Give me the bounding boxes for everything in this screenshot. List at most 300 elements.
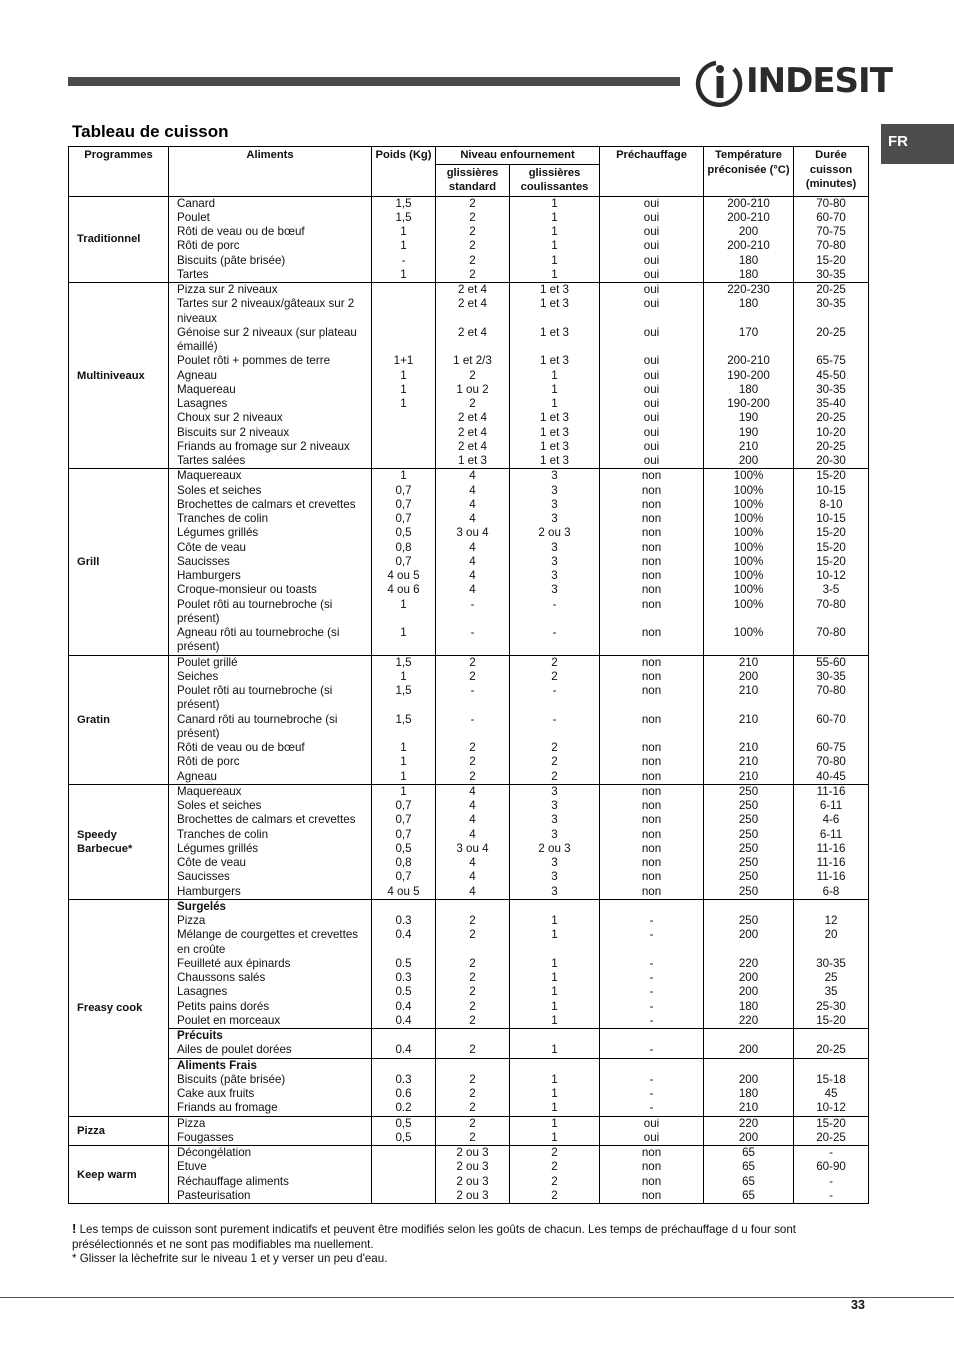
- glissieres-coulissantes-cell: 2: [510, 770, 600, 785]
- table-row: [69, 541, 869, 555]
- prechauffage-cell: -: [600, 914, 704, 928]
- prechauffage-cell: non: [600, 469, 704, 484]
- glissieres-standard-cell: 1 ou 2: [436, 383, 510, 397]
- aliment-cell: Cake aux fruits: [169, 1087, 372, 1101]
- poids-cell: 0,8: [372, 541, 436, 555]
- duree-cell: 55-60: [794, 655, 869, 670]
- section-heading-row: [69, 899, 869, 914]
- temperature-cell: 200: [704, 1073, 794, 1087]
- prechauffage-cell: oui: [600, 225, 704, 239]
- table-row: [69, 297, 869, 326]
- table-row: [69, 1189, 869, 1204]
- duree-cell: 15-20: [794, 1116, 869, 1131]
- prechauffage-cell: non: [600, 799, 704, 813]
- poids-cell: 0.5: [372, 957, 436, 971]
- programme-cell: Keep warm: [69, 1146, 169, 1204]
- glissieres-coulissantes-cell: 2: [510, 1160, 600, 1174]
- glissieres-standard-cell: -: [436, 684, 510, 713]
- glissieres-standard-cell: 2: [436, 985, 510, 999]
- glissieres-standard-cell: 4: [436, 569, 510, 583]
- poids-cell: 1: [372, 383, 436, 397]
- duree-cell: 70-80: [794, 196, 869, 211]
- temperature-cell: 100%: [704, 569, 794, 583]
- temperature-cell: 170: [704, 326, 794, 355]
- poids-cell: 0.3: [372, 1073, 436, 1087]
- table-row: [69, 512, 869, 526]
- aliment-cell: Tartes salées: [169, 454, 372, 469]
- aliment-cell: Rôti de porc: [169, 239, 372, 253]
- poids-cell: 1: [372, 369, 436, 383]
- glissieres-coulissantes-cell: 1: [510, 1073, 600, 1087]
- glissieres-coulissantes-cell: 1: [510, 383, 600, 397]
- glissieres-standard-cell: 4: [436, 870, 510, 884]
- aliment-cell: Pizza sur 2 niveaux: [169, 283, 372, 298]
- aliment-cell: Tartes: [169, 268, 372, 283]
- duree-cell: 20-25: [794, 326, 869, 355]
- glissieres-coulissantes-cell: 2: [510, 741, 600, 755]
- empty-cell: [372, 1058, 436, 1073]
- table-row: [69, 383, 869, 397]
- aliment-cell: Génoise sur 2 niveaux (sur plateau émaillé): [169, 326, 372, 355]
- empty-cell: [436, 1058, 510, 1073]
- duree-cell: 60-75: [794, 741, 869, 755]
- poids-cell: 1: [372, 741, 436, 755]
- duree-cell: 70-80: [794, 626, 869, 655]
- header-glissieres-coulissantes: glissières coulissantes: [510, 164, 600, 196]
- temperature-cell: 200: [704, 670, 794, 684]
- glissieres-standard-cell: 3 ou 4: [436, 842, 510, 856]
- aliment-cell: Mélange de courgettes et crevettes en croûte: [169, 928, 372, 957]
- glissieres-standard-cell: 4: [436, 828, 510, 842]
- poids-cell: 0.5: [372, 985, 436, 999]
- temperature-cell: 100%: [704, 498, 794, 512]
- glissieres-standard-cell: 4: [436, 784, 510, 799]
- glissieres-coulissantes-cell: 1 et 3: [510, 283, 600, 298]
- temperature-cell: 190: [704, 426, 794, 440]
- poids-cell: 0,7: [372, 484, 436, 498]
- prechauffage-cell: oui: [600, 326, 704, 355]
- table-row: [69, 369, 869, 383]
- poids-cell: [372, 1175, 436, 1189]
- table-row: [69, 326, 869, 355]
- prechauffage-cell: non: [600, 1175, 704, 1189]
- glissieres-coulissantes-cell: 1 et 3: [510, 326, 600, 355]
- temperature-cell: 100%: [704, 484, 794, 498]
- poids-cell: 0.3: [372, 971, 436, 985]
- aliment-cell: Réchauffage aliments: [169, 1175, 372, 1189]
- temperature-cell: 210: [704, 655, 794, 670]
- poids-cell: 0.4: [372, 928, 436, 957]
- temperature-cell: 200: [704, 985, 794, 999]
- glissieres-standard-cell: 2: [436, 914, 510, 928]
- table-row: [69, 354, 869, 368]
- aliment-cell: Légumes grillés: [169, 842, 372, 856]
- temperature-cell: 65: [704, 1146, 794, 1161]
- prechauffage-cell: non: [600, 784, 704, 799]
- table-row: [69, 655, 869, 670]
- glissieres-standard-cell: 2 ou 3: [436, 1160, 510, 1174]
- prechauffage-cell: non: [600, 498, 704, 512]
- duree-cell: 15-20: [794, 541, 869, 555]
- table-row: [69, 1101, 869, 1116]
- glissieres-standard-cell: 4: [436, 469, 510, 484]
- aliment-cell: Hamburgers: [169, 885, 372, 900]
- glissieres-coulissantes-cell: 3: [510, 813, 600, 827]
- table-row: [69, 239, 869, 253]
- table-row: [69, 670, 869, 684]
- glissieres-standard-cell: 4: [436, 512, 510, 526]
- prechauffage-cell: -: [600, 957, 704, 971]
- glissieres-coulissantes-cell: 1: [510, 985, 600, 999]
- table-row: [69, 1073, 869, 1087]
- aliment-cell: Maquereau: [169, 383, 372, 397]
- table-row: [69, 254, 869, 268]
- glissieres-coulissantes-cell: 3: [510, 799, 600, 813]
- prechauffage-cell: non: [600, 828, 704, 842]
- prechauffage-cell: non: [600, 569, 704, 583]
- glissieres-standard-cell: 4: [436, 583, 510, 597]
- table-row: [69, 1175, 869, 1189]
- prechauffage-cell: non: [600, 512, 704, 526]
- poids-cell: [372, 1160, 436, 1174]
- poids-cell: [372, 411, 436, 425]
- table-row: [69, 283, 869, 298]
- glissieres-coulissantes-cell: 1: [510, 1000, 600, 1014]
- table-row: [69, 870, 869, 884]
- duree-cell: 70-80: [794, 755, 869, 769]
- temperature-cell: 210: [704, 713, 794, 742]
- programme-cell: Grill: [69, 469, 169, 655]
- aliment-cell: Lasagnes: [169, 397, 372, 411]
- glissieres-standard-cell: 4: [436, 484, 510, 498]
- glissieres-standard-cell: 2: [436, 670, 510, 684]
- table-row: [69, 957, 869, 971]
- indesit-i-icon: [694, 57, 746, 107]
- aliment-cell: Côte de veau: [169, 541, 372, 555]
- duree-cell: 20: [794, 928, 869, 957]
- temperature-cell: 190-200: [704, 369, 794, 383]
- duree-cell: 70-80: [794, 684, 869, 713]
- prechauffage-cell: oui: [600, 297, 704, 326]
- table-row: [69, 971, 869, 985]
- aliment-cell: Poulet en morceaux: [169, 1014, 372, 1029]
- aliment-cell: Brochettes de calmars et crevettes: [169, 498, 372, 512]
- poids-cell: 4 ou 5: [372, 885, 436, 900]
- prechauffage-cell: oui: [600, 426, 704, 440]
- temperature-cell: 210: [704, 440, 794, 454]
- table-row: [69, 397, 869, 411]
- temperature-cell: 100%: [704, 512, 794, 526]
- aliment-cell: Poulet rôti + pommes de terre: [169, 354, 372, 368]
- table-row: [69, 211, 869, 225]
- temperature-cell: 200: [704, 1043, 794, 1058]
- glissieres-standard-cell: 4: [436, 856, 510, 870]
- aliment-cell: Hamburgers: [169, 569, 372, 583]
- prechauffage-cell: oui: [600, 283, 704, 298]
- temperature-cell: 250: [704, 784, 794, 799]
- aliment-cell: Friands au fromage: [169, 1101, 372, 1116]
- poids-cell: 0,7: [372, 813, 436, 827]
- glissieres-standard-cell: 4: [436, 541, 510, 555]
- duree-cell: 15-20: [794, 555, 869, 569]
- duree-cell: 30-35: [794, 268, 869, 283]
- duree-cell: 70-80: [794, 239, 869, 253]
- glissieres-coulissantes-cell: 1: [510, 914, 600, 928]
- poids-cell: 1: [372, 598, 436, 627]
- prechauffage-cell: non: [600, 541, 704, 555]
- temperature-cell: 200: [704, 928, 794, 957]
- empty-cell: [794, 1058, 869, 1073]
- glissieres-coulissantes-cell: 1: [510, 369, 600, 383]
- table-row: [69, 454, 869, 469]
- prechauffage-cell: oui: [600, 254, 704, 268]
- duree-cell: 35: [794, 985, 869, 999]
- glissieres-coulissantes-cell: 1: [510, 397, 600, 411]
- aliment-cell: Tartes sur 2 niveaux/gâteaux sur 2 niveaux: [169, 297, 372, 326]
- empty-cell: [794, 1029, 869, 1044]
- glissieres-standard-cell: 4: [436, 885, 510, 900]
- prechauffage-cell: non: [600, 870, 704, 884]
- poids-cell: 0,5: [372, 1116, 436, 1131]
- glissieres-coulissantes-cell: 2: [510, 1146, 600, 1161]
- cooking-table: [68, 146, 869, 1204]
- poids-cell: 1+1: [372, 354, 436, 368]
- duree-cell: 10-15: [794, 484, 869, 498]
- poids-cell: 0,7: [372, 828, 436, 842]
- header-duree: Durée cuisson (minutes): [794, 147, 869, 197]
- glissieres-standard-cell: 2 et 4: [436, 297, 510, 326]
- prechauffage-cell: oui: [600, 454, 704, 469]
- empty-cell: [704, 1058, 794, 1073]
- prechauffage-cell: non: [600, 741, 704, 755]
- table-row: [69, 741, 869, 755]
- header-prechauffage: Préchauffage: [600, 147, 704, 197]
- prechauffage-cell: non: [600, 885, 704, 900]
- glissieres-coulissantes-cell: 1 et 3: [510, 440, 600, 454]
- temperature-cell: 210: [704, 755, 794, 769]
- page-title: Tableau de cuisson: [72, 122, 229, 141]
- table-row: [69, 440, 869, 454]
- poids-cell: 0.4: [372, 1043, 436, 1058]
- table-row: [69, 598, 869, 627]
- temperature-cell: 200: [704, 971, 794, 985]
- prechauffage-cell: -: [600, 928, 704, 957]
- footnote-line1: Les temps de cuisson sont purement indicatifs et peuvent être modifiés selon les goûts de chacun. Les temps de préchauffage d u four sont présélectionnés et ne sont pas modifiables ma nuellement.: [72, 1223, 797, 1251]
- duree-cell: 15-20: [794, 254, 869, 268]
- poids-cell: [372, 1189, 436, 1204]
- glissieres-coulissantes-cell: -: [510, 598, 600, 627]
- prechauffage-cell: oui: [600, 1131, 704, 1146]
- prechauffage-cell: non: [600, 713, 704, 742]
- empty-cell: [600, 899, 704, 914]
- duree-cell: 70-80: [794, 598, 869, 627]
- duree-cell: 30-35: [794, 957, 869, 971]
- glissieres-coulissantes-cell: -: [510, 626, 600, 655]
- temperature-cell: 190: [704, 411, 794, 425]
- poids-cell: 0.6: [372, 1087, 436, 1101]
- temperature-cell: 180: [704, 1000, 794, 1014]
- temperature-cell: 100%: [704, 626, 794, 655]
- glissieres-standard-cell: -: [436, 713, 510, 742]
- duree-cell: 6-11: [794, 828, 869, 842]
- glissieres-coulissantes-cell: 3: [510, 784, 600, 799]
- table-row: [69, 526, 869, 540]
- table-row: [69, 784, 869, 799]
- temperature-cell: 220: [704, 957, 794, 971]
- temperature-cell: 100%: [704, 583, 794, 597]
- programme-cell: Pizza: [69, 1116, 169, 1146]
- duree-cell: 25-30: [794, 1000, 869, 1014]
- temperature-cell: 200: [704, 225, 794, 239]
- aliment-cell: Pasteurisation: [169, 1189, 372, 1204]
- table-row: [69, 196, 869, 211]
- poids-cell: [372, 326, 436, 355]
- duree-cell: 60-90: [794, 1160, 869, 1174]
- temperature-cell: 200-210: [704, 354, 794, 368]
- temperature-cell: 180: [704, 297, 794, 326]
- prechauffage-cell: -: [600, 1000, 704, 1014]
- glissieres-standard-cell: 2: [436, 1087, 510, 1101]
- aliment-cell: Choux sur 2 niveaux: [169, 411, 372, 425]
- glissieres-coulissantes-cell: 1 et 3: [510, 297, 600, 326]
- glissieres-coulissantes-cell: 3: [510, 870, 600, 884]
- table-row: [69, 799, 869, 813]
- glissieres-standard-cell: 2: [436, 1000, 510, 1014]
- aliment-cell: Fougasses: [169, 1131, 372, 1146]
- glissieres-coulissantes-cell: -: [510, 713, 600, 742]
- prechauffage-cell: non: [600, 670, 704, 684]
- aliment-cell: Biscuits (pâte brisée): [169, 254, 372, 268]
- glissieres-standard-cell: 2: [436, 1116, 510, 1131]
- duree-cell: 20-25: [794, 440, 869, 454]
- duree-cell: 15-20: [794, 469, 869, 484]
- glissieres-coulissantes-cell: 3: [510, 541, 600, 555]
- temperature-cell: 100%: [704, 526, 794, 540]
- duree-cell: 6-8: [794, 885, 869, 900]
- prechauffage-cell: -: [600, 971, 704, 985]
- glissieres-coulissantes-cell: 3: [510, 569, 600, 583]
- temperature-cell: 200: [704, 1131, 794, 1146]
- glissieres-standard-cell: 2 et 4: [436, 411, 510, 425]
- prechauffage-cell: -: [600, 1014, 704, 1029]
- duree-cell: 20-25: [794, 283, 869, 298]
- aliment-cell: Poulet grillé: [169, 655, 372, 670]
- poids-cell: 0.3: [372, 914, 436, 928]
- glissieres-standard-cell: 2: [436, 1073, 510, 1087]
- glissieres-coulissantes-cell: 3: [510, 484, 600, 498]
- duree-cell: 20-25: [794, 411, 869, 425]
- glissieres-coulissantes-cell: 1: [510, 1014, 600, 1029]
- glissieres-standard-cell: 2: [436, 268, 510, 283]
- temperature-cell: 190-200: [704, 397, 794, 411]
- glissieres-standard-cell: 2: [436, 770, 510, 785]
- duree-cell: 25: [794, 971, 869, 985]
- duree-cell: 60-70: [794, 211, 869, 225]
- glissieres-coulissantes-cell: 3: [510, 498, 600, 512]
- empty-cell: [372, 1029, 436, 1044]
- duree-cell: 70-75: [794, 225, 869, 239]
- temperature-cell: 180: [704, 383, 794, 397]
- glissieres-standard-cell: 3 ou 4: [436, 526, 510, 540]
- glissieres-coulissantes-cell: 3: [510, 885, 600, 900]
- table-row: [69, 828, 869, 842]
- glissieres-standard-cell: 2: [436, 1014, 510, 1029]
- aliment-cell: Tranches de colin: [169, 828, 372, 842]
- temperature-cell: 180: [704, 1087, 794, 1101]
- poids-cell: 1: [372, 469, 436, 484]
- duree-cell: 10-12: [794, 569, 869, 583]
- glissieres-coulissantes-cell: 1: [510, 239, 600, 253]
- aliment-cell: Agneau: [169, 369, 372, 383]
- section-heading: Surgelés: [169, 899, 372, 914]
- aliment-cell: Croque-monsieur ou toasts: [169, 583, 372, 597]
- empty-cell: [436, 1029, 510, 1044]
- duree-cell: 11-16: [794, 856, 869, 870]
- duree-cell: -: [794, 1189, 869, 1204]
- programme-cell: Freasy cook: [69, 899, 169, 1116]
- duree-cell: -: [794, 1146, 869, 1161]
- prechauffage-cell: oui: [600, 369, 704, 383]
- temperature-cell: 210: [704, 741, 794, 755]
- glissieres-coulissantes-cell: 1: [510, 211, 600, 225]
- duree-cell: 8-10: [794, 498, 869, 512]
- prechauffage-cell: non: [600, 484, 704, 498]
- aliment-cell: Agneau rôti au tournebroche (si présent): [169, 626, 372, 655]
- prechauffage-cell: non: [600, 856, 704, 870]
- prechauffage-cell: -: [600, 1043, 704, 1058]
- temperature-cell: 180: [704, 268, 794, 283]
- poids-cell: 0,7: [372, 512, 436, 526]
- glissieres-standard-cell: 1 et 2/3: [436, 354, 510, 368]
- glissieres-coulissantes-cell: 1: [510, 268, 600, 283]
- prechauffage-cell: oui: [600, 440, 704, 454]
- poids-cell: 0.2: [372, 1101, 436, 1116]
- poids-cell: -: [372, 254, 436, 268]
- table-row: [69, 1000, 869, 1014]
- glissieres-standard-cell: 2: [436, 741, 510, 755]
- temperature-cell: 200-210: [704, 196, 794, 211]
- table-row: [69, 713, 869, 742]
- section-heading: Précuits: [169, 1029, 372, 1044]
- footnote-line2: * Glisser la lèchefrite sur le niveau 1 et y verser un peu d'eau.: [72, 1252, 388, 1265]
- aliment-cell: Feuilleté aux épinards: [169, 957, 372, 971]
- empty-cell: [372, 899, 436, 914]
- glissieres-coulissantes-cell: 2 ou 3: [510, 842, 600, 856]
- poids-cell: 4 ou 5: [372, 569, 436, 583]
- glissieres-standard-cell: 1 et 3: [436, 454, 510, 469]
- table-row: [69, 569, 869, 583]
- duree-cell: 35-40: [794, 397, 869, 411]
- temperature-cell: 220: [704, 1116, 794, 1131]
- table-row: [69, 684, 869, 713]
- prechauffage-cell: non: [600, 598, 704, 627]
- table-row: [69, 1087, 869, 1101]
- poids-cell: [372, 1146, 436, 1161]
- temperature-cell: 220-230: [704, 283, 794, 298]
- glissieres-standard-cell: 2 et 4: [436, 426, 510, 440]
- prechauffage-cell: -: [600, 1073, 704, 1087]
- glissieres-standard-cell: 2 ou 3: [436, 1146, 510, 1161]
- poids-cell: 1,5: [372, 211, 436, 225]
- prechauffage-cell: non: [600, 813, 704, 827]
- poids-cell: [372, 440, 436, 454]
- aliment-cell: Saucisses: [169, 870, 372, 884]
- duree-cell: 20-25: [794, 1043, 869, 1058]
- glissieres-coulissantes-cell: 3: [510, 469, 600, 484]
- table-row: [69, 813, 869, 827]
- poids-cell: 1: [372, 770, 436, 785]
- prechauffage-cell: non: [600, 1146, 704, 1161]
